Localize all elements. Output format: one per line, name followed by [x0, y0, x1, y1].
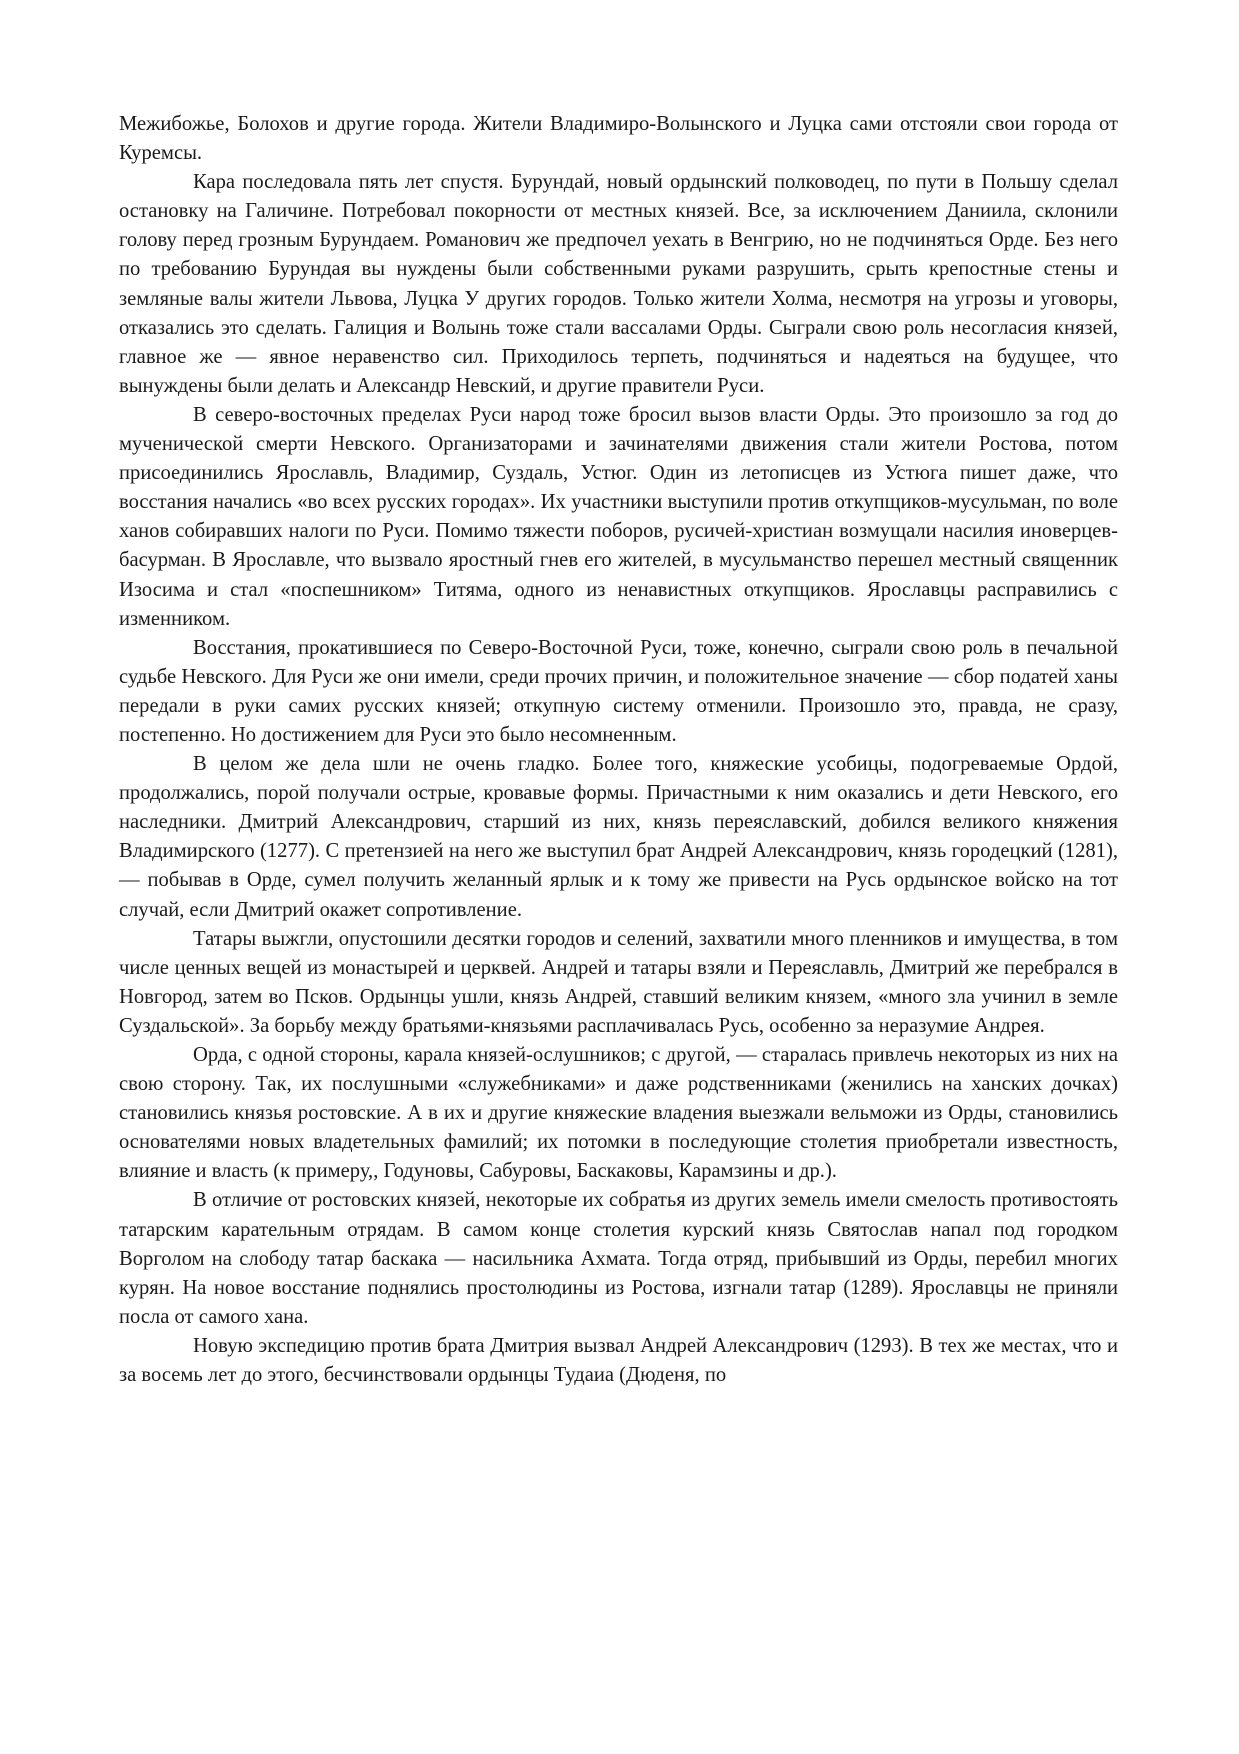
- paragraph-2: Кара последовала пять лет спустя. Бурундай, новый ордынский полководец, по пути в Польшу сделал остановку на Галичине. Потребовал покорности от местных князей. Все, за исключением Даниила, склонили голову перед грозным Бурундаем. Романович же предпочел уехать в Венгрию, но не подчиняться Орде. Без него по требованию Бурундая вы нуждены были собственными руками разрушить, срыть крепостные стены и земляные валы жители Львова, Луцка У других городов. Только жители Холма, несмотря на угрозы и уговоры, отказались это сделать. Галиция и Волынь тоже стали вассалами Орды. Сыграли свою роль несогласия князей, главное же — явное неравенство сил. Приходилось терпеть, подчиняться и надеяться на будущее, что вынуждены были делать и Александр Невский, и другие правители Руси.: [119, 171, 1118, 397]
- document-page: [119, 110, 1118, 1390]
- paragraph-5: В целом же дела шли не очень гладко. Более того, княжеские усобицы, подогреваемые Ордой, продолжались, порой получали острые, кровавые формы. Причастными к ним оказались и дети Невского, его наследники. Дмитрий Александрович, старший из них, князь переяславский, добился великого княжения Владимирского (1277). С претензией на него же выступил брат Андрей Александрович, князь городецкий (1281), — побывав в Орде, сумел получить желанный ярлык и к тому же привести на Русь ордынское войско на тот случай, если Дмитрий окажет сопротивление.: [119, 753, 1118, 921]
- paragraph-9: Новую экспедицию против брата Дмитрия вызвал Андрей Александрович (1293). В тех же местах, что и за восемь лет до этого, бесчинствовали ордынцы Тудаиа (Дюденя, по: [119, 1334, 1118, 1387]
- paragraph-4: Восстания, прокатившиеся по Северо-Восточной Руси, тоже, конечно, сыграли свою роль в печальной судьбе Невского. Для Руси же они имели, среди прочих причин, и положительное значение — сбор податей ханы передали в руки самих русских князей; откупную систему отменили. Произошло это, правда, не сразу, постепенно. Но достижением для Руси это было несомненным.: [119, 636, 1118, 746]
- paragraph-1: Межибожье, Болохов и другие города. Жители Владимиро-Волынского и Луцка сами отстояли свои города от Куремсы.: [119, 113, 1118, 165]
- paragraph-6: Татары выжгли, опустошили десятки городов и селений, захватили много пленников и имущества, в том числе ценных вещей из монастырей и церквей. Андрей и татары взяли и Переяславль, Дмитрий же перебрался в Новгород, затем во Псков. Ордынцы ушли, князь Андрей, ставший великим князем, «много зла учинил в земле Суздальской». За борьбу между братьями-князьями расплачивалась Русь, особенно за неразумие Андрея.: [119, 927, 1118, 1037]
- paragraph-8: В отличие от ростовских князей, некоторые их собратья из других земель имели смелость противостоять татарским карательным отрядам. В самом конце столетия курский князь Святослав напал под городком Ворголом на слободу татар баскака — насильника Ахмата. Тогда отряд, прибывший из Орды, перебил многих курян. На новое восстание поднялись простолюдины из Ростова, изгнали татар (1289). Ярославцы не приняли посла от самого хана.: [119, 1189, 1118, 1328]
- paragraph-3: В северо-восточных пределах Руси народ тоже бросил вызов власти Орды. Это произошло за год до мученической смерти Невского. Организаторами и зачинателями движения стали жители Ростова, потом присоединились Ярославль, Владимир, Суздаль, Устюг. Один из летописцев из Устюга пишет даже, что восстания начались «во всех русских городах». Их участники выступили против откупщиков-мусульман, по воле ханов собиравших налоги по Руси. Помимо тяжести поборов, русичей-христиан возмущали насилия иноверцев-басурман. В Ярославле, что вызвало яростный гнев его жителей, в мусульманство перешел местный священник Изосима и стал «поспешником» Титяма, одного из ненавистных откупщиков. Ярославцы расправились с изменником.: [119, 403, 1118, 630]
- paragraph-7: Орда, с одной стороны, карала князей-ослушников; с другой, — старалась привлечь некоторых из них на свою сторону. Так, их послушными «служебниками» и даже родственниками (женились на ханских дочках) становились князья ростовские. А в их и другие княжеские владения выезжали вельможи из Орды, становились основателями новых владетельных фамилий; их потомки в последующие столетия приобретали известность, влияние и власть (к примеру,, Годуновы, Сабуровы, Баскаковы, Карамзины и др.).: [119, 1044, 1118, 1183]
